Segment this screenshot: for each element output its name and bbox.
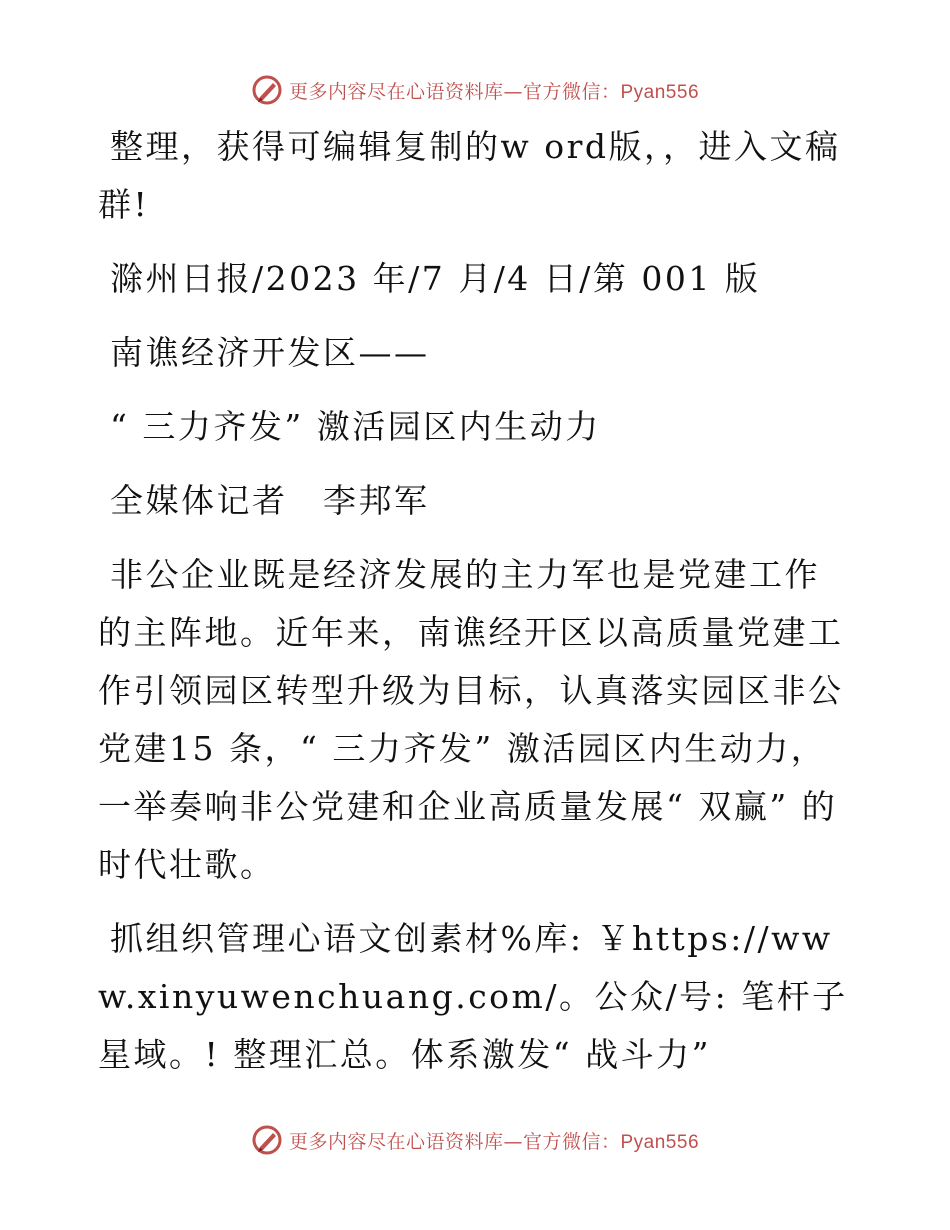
footer-banner-text [289, 1127, 699, 1154]
article-byline: 全媒体记者 李邦军 [110, 481, 430, 520]
paragraph-intro: 整理，获得可编辑复制的w ord版，，进入文稿群! [98, 127, 841, 224]
header-banner-wechat-id: Pyan556 [620, 81, 700, 103]
footer-banner-label: 更多内容尽在心语资料库—官方微信： [288, 1130, 621, 1153]
article-title: “ 三力齐发” 激活园区内生动力 [110, 407, 601, 446]
footer-banner-wechat-id: Pyan556 [620, 1131, 700, 1153]
paragraph-org: 南谯经济开发区—— [110, 333, 430, 372]
pen-logo-icon [251, 74, 283, 106]
footer-banner [0, 1120, 950, 1160]
paragraph-body-1: 非公企业既是经济发展的主力军也是党建工作的主阵地。近年来，南谯经开区以高质量党建工作引领园区转型升级为目标，认真落实园区非公党建15 条，“ 三力齐发” 激活园区内生动力，一举奏响非公党建和企业高质量发展“ 双赢” 的时代壮歌。 [98, 555, 844, 884]
header-banner-label: 更多内容尽在心语资料库—官方微信： [288, 80, 621, 103]
paragraph-source: 滁州日报/2023 年/7 月/4 日/第 001 版 [110, 259, 761, 298]
document-body [98, 118, 850, 1100]
pen-logo-icon [251, 1124, 283, 1156]
header-banner [0, 70, 950, 110]
header-banner-text [289, 77, 699, 104]
paragraph-body-2: 抓组织管理心语文创素材%库: ￥https://www.xinyuwenchuang.com/。公众/号: 笔杆子星域。! 整理汇总。体系激发“ 战斗力” [98, 919, 848, 1074]
